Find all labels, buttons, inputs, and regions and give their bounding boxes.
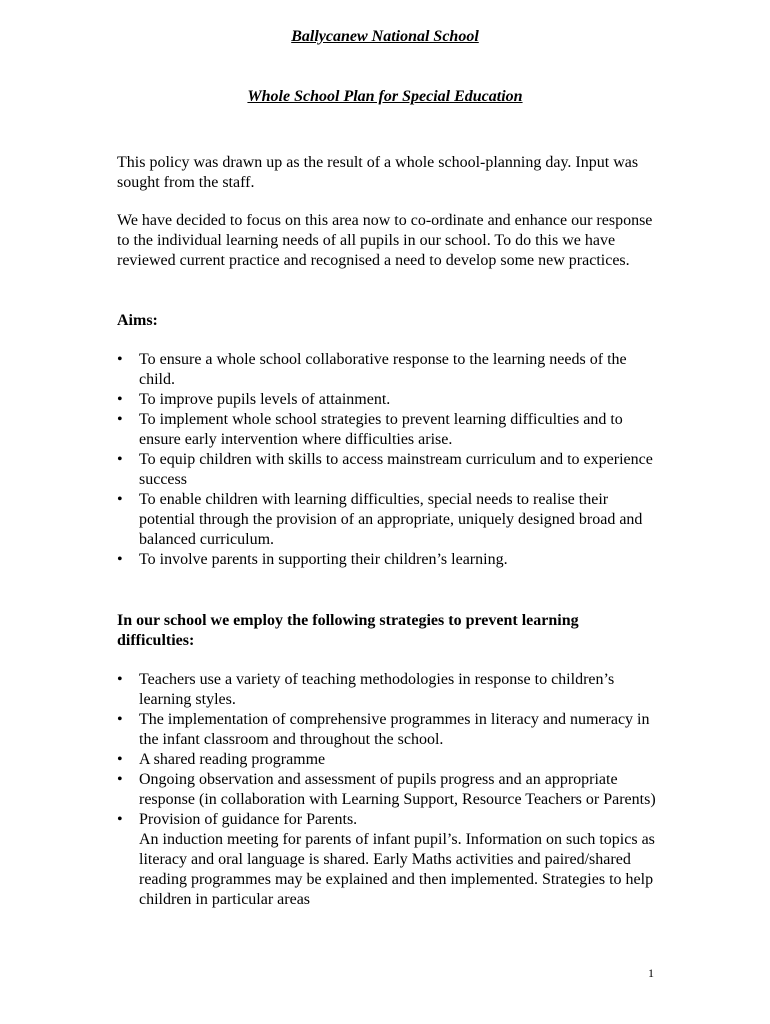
list-item-text: The implementation of comprehensive programmes in literacy and numeracy in the infant classroom and throughout the school. xyxy=(139,711,650,748)
list-item xyxy=(117,350,657,390)
bullet-icon: • xyxy=(117,671,123,688)
strategies-heading: In our school we employ the following strategies to prevent learning difficulties: xyxy=(117,612,579,649)
intro-paragraph: This policy was drawn up as the result of a whole school-planning day. Input was sought from the staff. xyxy=(117,154,639,191)
list-item xyxy=(117,810,657,910)
list-item-text: To equip children with skills to access mainstream curriculum and to experience success xyxy=(139,451,653,488)
bullet-icon: • xyxy=(117,451,123,468)
list-item-text: Provision of guidance for Parents. xyxy=(139,811,358,828)
list-item-text: To ensure a whole school collaborative response to the learning needs of the child. xyxy=(139,351,627,388)
bullet-icon: • xyxy=(117,411,123,428)
aims-list xyxy=(117,350,657,570)
list-item-text: To enable children with learning difficulties, special needs to realise their potential through the provision of an appropriate, uniquely designed broad and balanced curriculum. xyxy=(139,491,643,548)
list-item-text: Teachers use a variety of teaching methodologies in response to children’s learning styles. xyxy=(139,671,615,708)
bullet-icon: • xyxy=(117,491,123,508)
bullet-icon: • xyxy=(117,711,123,728)
bullet-icon: • xyxy=(117,751,123,768)
list-item-text: Ongoing observation and assessment of pupils progress and an appropriate response (in collaboration with Learning Support, Resource Teachers or Parents) xyxy=(139,771,656,808)
bullet-icon: • xyxy=(117,391,123,408)
bullet-icon: • xyxy=(117,551,123,568)
list-item-text: To improve pupils levels of attainment. xyxy=(139,391,391,408)
list-item xyxy=(117,410,657,450)
list-item xyxy=(117,770,657,810)
list-item-text: To involve parents in supporting their children’s learning. xyxy=(139,551,508,568)
plan-title: Whole School Plan for Special Education xyxy=(247,88,523,105)
list-item xyxy=(117,750,657,770)
bullet-icon: • xyxy=(117,811,123,828)
aims-heading: Aims: xyxy=(117,312,158,329)
bullet-icon: • xyxy=(117,351,123,368)
strategies-list xyxy=(117,670,657,910)
school-name-title: Ballycanew National School xyxy=(291,28,479,45)
bullet-icon: • xyxy=(117,771,123,788)
list-item-continuation: An induction meeting for parents of infant pupil’s. Information on such topics as literacy and oral language is shared. Early Maths activities and paired/shared reading programmes may be explained and then implemented. Strategies to help children in particular areas xyxy=(139,831,655,908)
intro-paragraph: We have decided to focus on this area now to co-ordinate and enhance our response to the individual learning needs of all pupils in our school. To do this we have reviewed current practice and recognised a need to develop some new practices. xyxy=(117,212,653,269)
list-item xyxy=(117,390,657,410)
list-item xyxy=(117,490,657,550)
list-item xyxy=(117,710,657,750)
list-item xyxy=(117,670,657,710)
list-item-text: To implement whole school strategies to prevent learning difficulties and to ensure early intervention where difficulties arise. xyxy=(139,411,623,448)
list-item xyxy=(117,550,657,570)
page-number: 1 xyxy=(648,966,654,980)
list-item-text: A shared reading programme xyxy=(139,751,326,768)
list-item xyxy=(117,450,657,490)
